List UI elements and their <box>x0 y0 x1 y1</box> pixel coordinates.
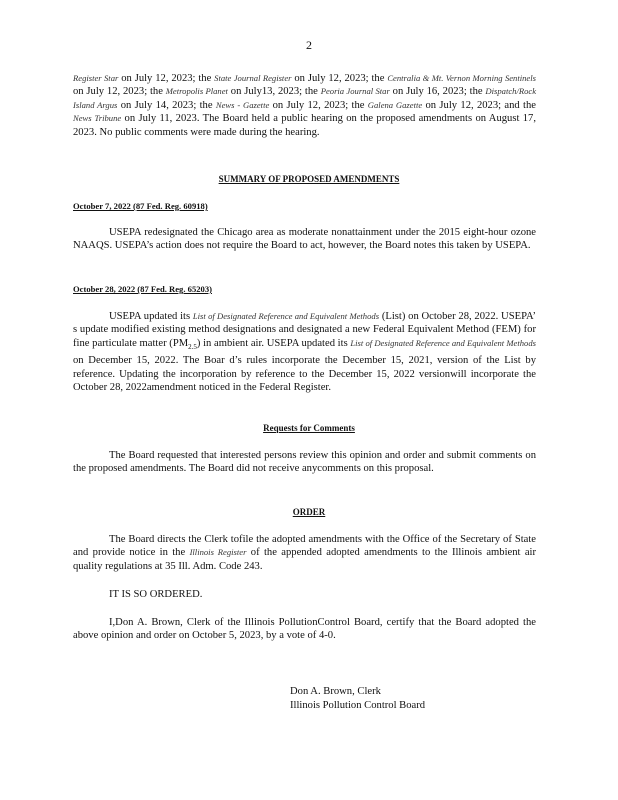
intro-text: on July 12, 2023; the <box>291 73 388 84</box>
section2-text: (List) on October 28, 2022. USEPA’ s update modified existing method designations and designated a new Federal Equivalent Method (FEM) for fine particulate matter (PM <box>73 311 536 349</box>
section1-citation: October 7, 2022 (87 Fed. Reg. 60918) <box>73 201 208 211</box>
order-heading-text: ORDER <box>292 507 326 517</box>
list-title: List of Designated Reference and Equivalent Methods <box>350 337 536 348</box>
signature-block <box>290 685 425 713</box>
order-text: of the appended adopted amendments to the Illinois ambient air quality regulations at 35 Ill. Adm. Code 243. <box>73 547 537 572</box>
newspaper-name: Dispatch/Rock Island Argus <box>73 86 537 110</box>
comments-text: The Board requested that interested persons review this opinion and order and submit comments on the proposed amendments. The Board did not receive anycomments on this proposal. <box>73 450 536 475</box>
page-number: 2 <box>306 38 312 52</box>
newspaper-name: Peoria Journal Star <box>320 86 390 97</box>
intro-text: on July 11, 2023. The Board held a public hearing on the proposed amendments on August 17, 2023. No public comments were made during the hearing. <box>73 113 536 138</box>
intro-text: on July 12, 2023; the <box>73 86 166 98</box>
intro-text: on July 12, 2023; the <box>269 99 368 111</box>
so-ordered <box>73 588 536 601</box>
newspaper-name: State Journal Register <box>214 73 292 83</box>
list-title: List of Designated Reference and Equivalent Methods <box>192 311 380 321</box>
intro-text: on July 12, 2023; and the <box>422 99 536 111</box>
comments-paragraph <box>73 449 536 476</box>
signature-org: Illinois Pollution Control Board <box>290 700 426 711</box>
so-ordered-text: IT IS SO ORDERED. <box>109 589 203 600</box>
intro-text: on July 16, 2023; the <box>389 86 486 98</box>
newspaper-name: Metropolis Planet <box>165 86 228 97</box>
intro-text: on July 14, 2023; the <box>117 99 216 111</box>
newspaper-name: Register Star <box>73 73 119 83</box>
certification-paragraph <box>73 616 536 643</box>
intro-paragraph <box>73 72 536 139</box>
newspaper-name: Centralia & Mt. Vernon Morning Sentinels <box>387 73 536 83</box>
intro-text: on July 12, 2023; the <box>118 73 215 84</box>
register-title: Illinois Register <box>189 547 247 558</box>
section1-text: USEPA redesignated the Chicago area as moderate nonattainment under the 2015 eight-hour ozone NAAQS. USEPA’s action does not require the Board to act, however, the Board notes this taken by USEPA. <box>73 227 536 252</box>
section1-paragraph <box>73 226 536 253</box>
order-paragraph <box>73 533 536 573</box>
newspaper-name: News Tribune <box>73 113 122 124</box>
pm-subscript: 2.5 <box>188 342 197 351</box>
section2-text: ) in ambient air. USEPA updated its <box>196 337 351 349</box>
order-heading <box>0 507 618 517</box>
section2-text: USEPA updated its <box>109 311 193 322</box>
order-text: The Board directs the Clerk tofile the adopted amendments with the Office of the Secretary of State and provide notice in the <box>73 534 536 559</box>
intro-text: on July13, 2023; the <box>227 86 321 98</box>
section2-paragraph <box>73 310 536 395</box>
newspaper-name: News - Gazette <box>215 99 270 110</box>
comments-heading-text: Requests for Comments <box>263 423 355 433</box>
section2-text: on December 15, 2022. The Boar d’s rules incorporate the December 15, 2021, version of the List by reference. Updating the incorporation by reference to the December 15, 2022 versionwill incorporate the October 28, 2022amendment noticed in the Federal Register. <box>73 355 536 394</box>
certification-text: I,Don A. Brown, Clerk of the Illinois PollutionControl Board, certify that the Board adopted the above opinion and order on October 5, 2023, by a vote of 4-0. <box>73 617 536 642</box>
section2-citation: October 28, 2022 (87 Fed. Reg. 65203) <box>73 284 212 294</box>
summary-heading-text: SUMMARY OF PROPOSED AMENDMENTS <box>218 174 400 184</box>
signature-name: Don A. Brown, Clerk <box>290 686 381 697</box>
comments-heading <box>0 423 618 433</box>
newspaper-name: Galena Gazette <box>367 99 423 110</box>
summary-heading <box>0 174 618 184</box>
